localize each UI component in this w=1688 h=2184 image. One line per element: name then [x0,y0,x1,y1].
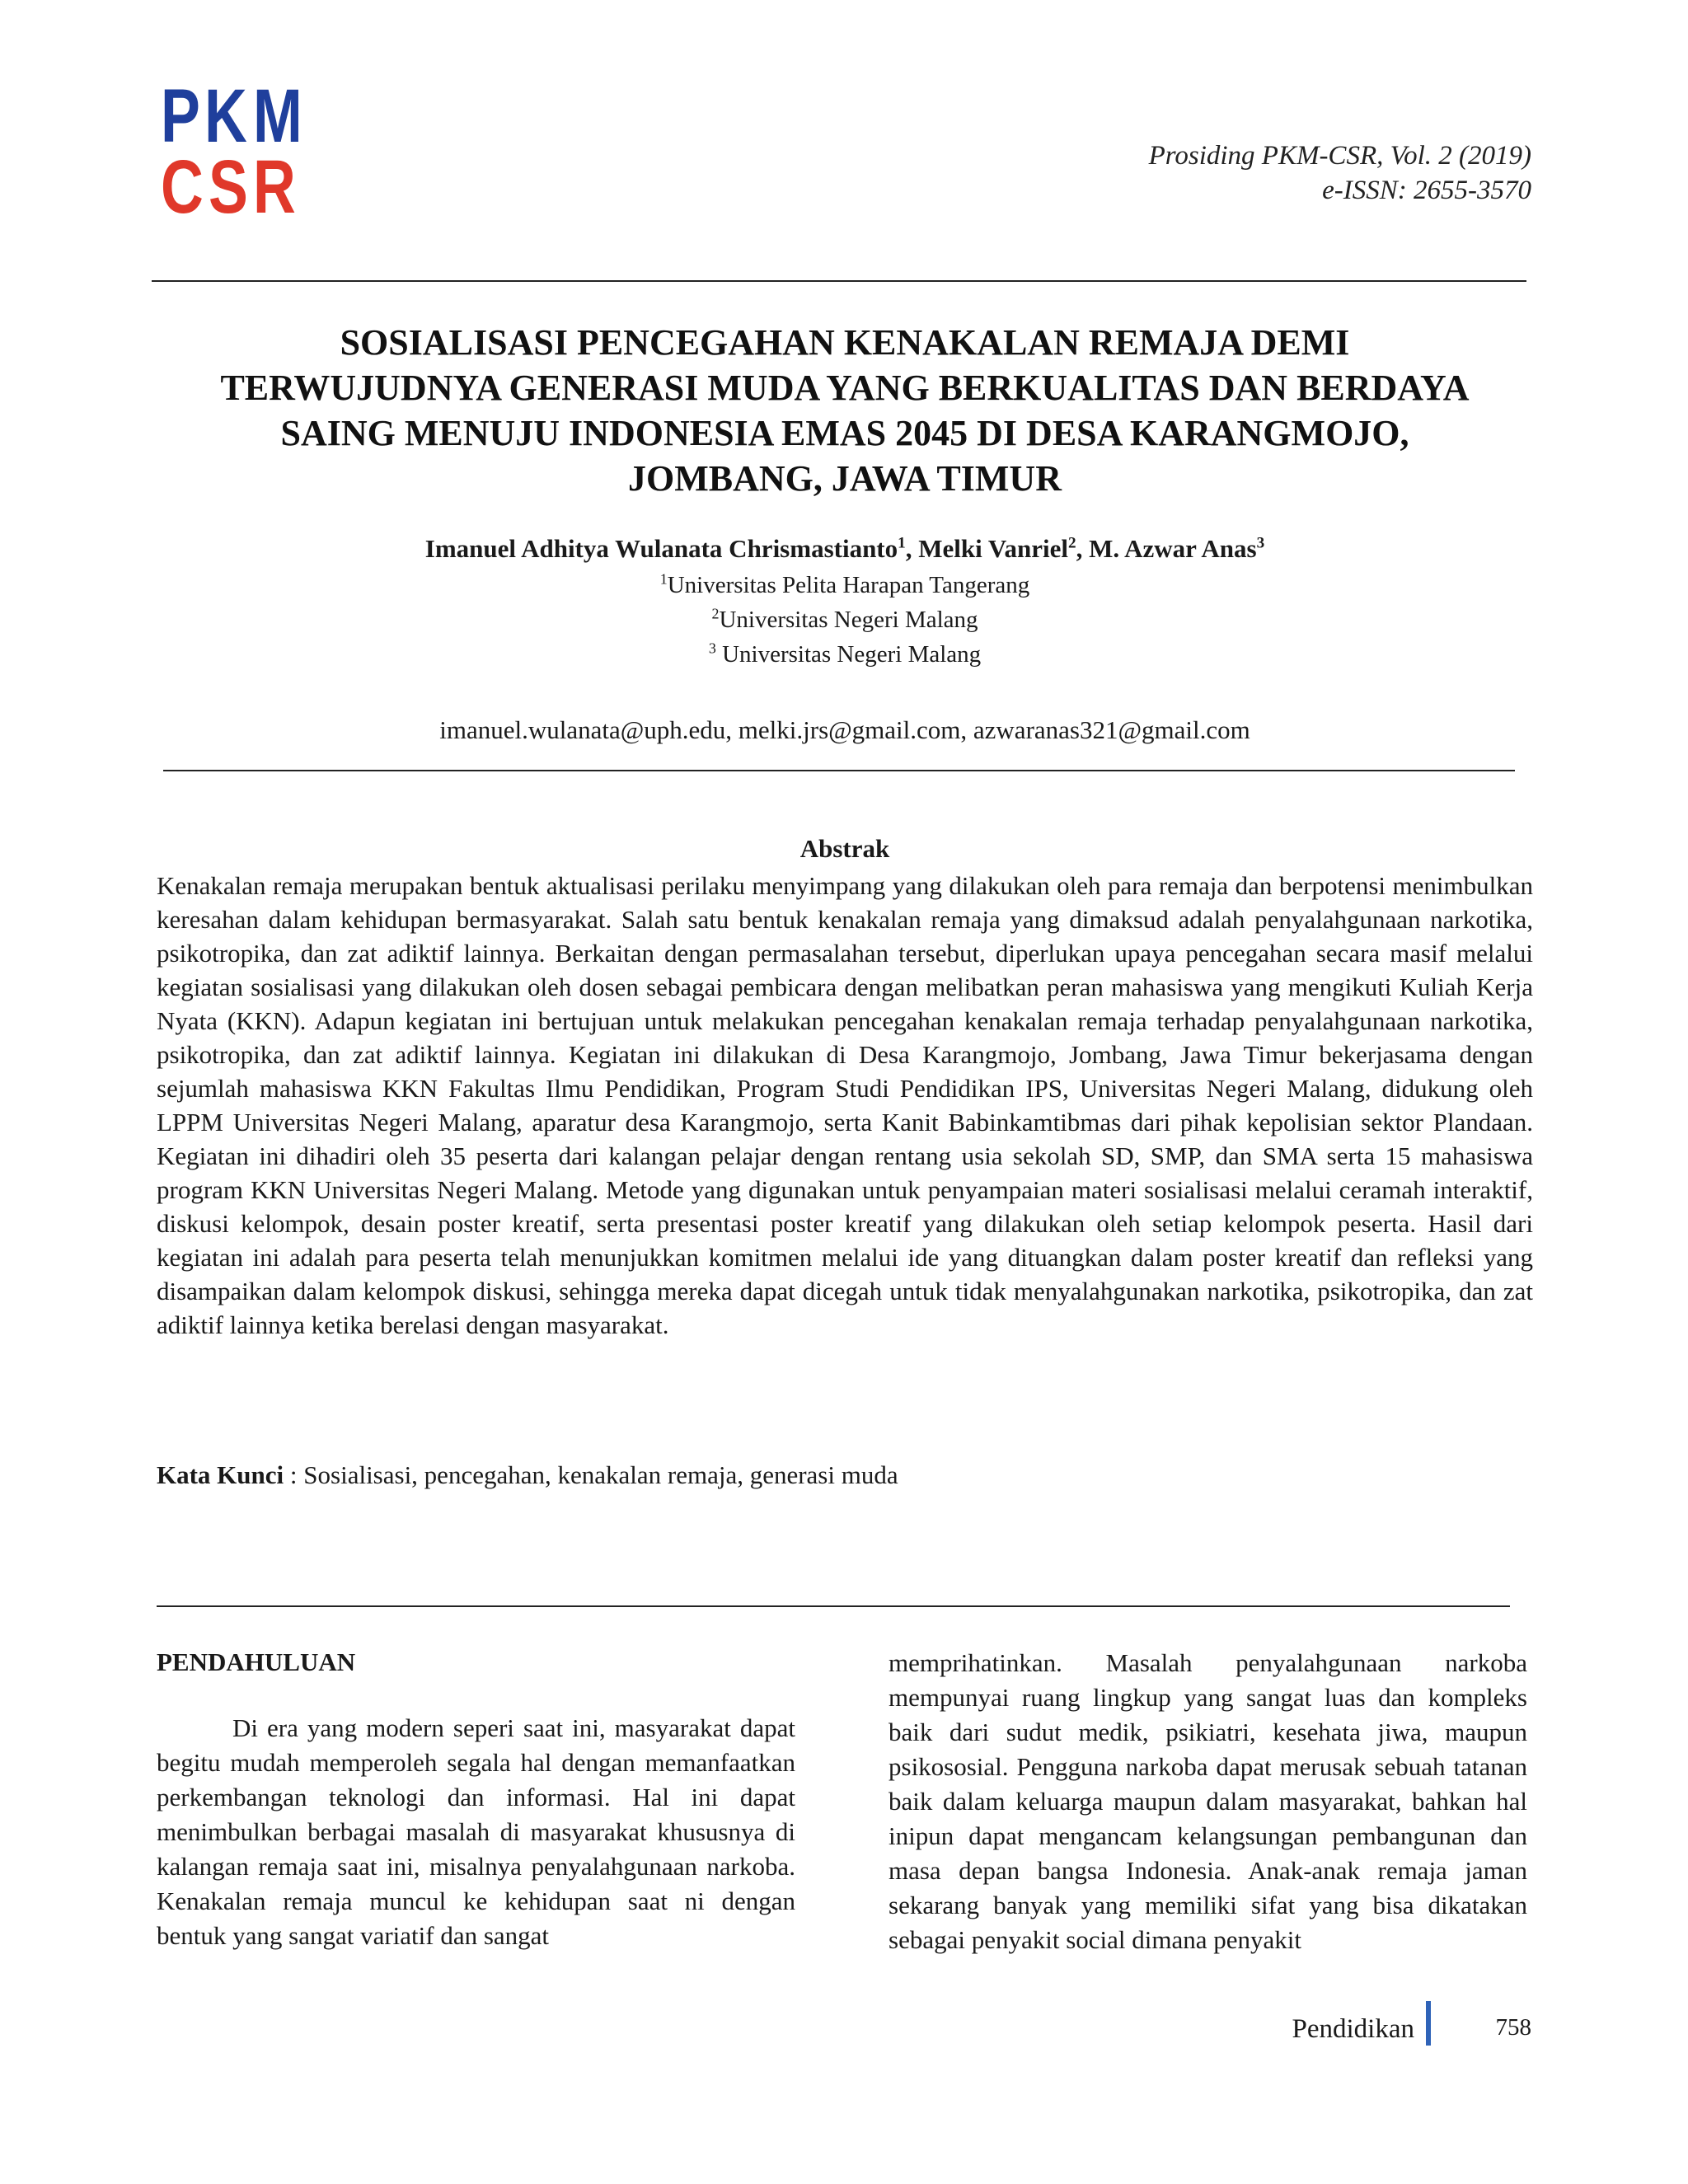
abstract-heading: Abstrak [799,834,890,863]
title-line: JOMBANG, JAWA TIMUR [627,458,1062,499]
affiliation-marker: 2 [711,605,720,622]
affiliation-3 [148,638,1541,671]
logo-letter-p: P [161,74,195,158]
affiliation-2 [148,603,1541,636]
journal-header [1149,138,1531,208]
logo-letter-m: M [252,74,298,158]
footer-section-label: Pendidikan [1292,2014,1414,2044]
logo-letter-s: S [209,145,244,229]
logo-row-pkm [161,74,301,158]
keywords-label: Kata Kunci [157,1460,284,1489]
intro-left-column: Di era yang modern seperi saat ini, masyarakat dapat begitu mudah memperoleh segala hal dengan memanfaatkan perkembangan teknologi dan informasi. Hal ini dapat menimbulkan berbagai masalah di masyarakat khususnya di kalangan remaja saat ini, misalnya penyalahgunaan narkoba. Kenakalan remaja muncul ke kehidupan saat ni dengan bentuk yang sangat variatif dan sangat [157,1713,795,1950]
title-line: SAING MENUJU INDONESIA EMAS 2045 DI DESA KARANGMOJO, [280,413,1409,453]
section-rule [157,1605,1510,1607]
author-affil-marker: 1 [898,534,906,552]
section-heading: PENDAHULUAN [157,1647,356,1676]
keywords-separator: : [284,1460,304,1489]
affiliation-1 [148,569,1541,602]
logo-letter-r: R [252,145,291,229]
author-separator: , [905,534,919,563]
abstract-top-rule [163,770,1515,771]
author-emails: imanuel.wulanata@uph.edu, melki.jrs@gmail.com, azwaranas321@gmail.com [439,715,1250,744]
page-number: 758 [1495,2014,1531,2041]
logo-letter-c: C [161,145,199,229]
paper-title [148,320,1541,501]
affiliation-marker: 1 [659,570,668,588]
title-line: TERWUJUDNYA GENERASI MUDA YANG BERKUALITAS DAN BERDAYA [220,368,1470,408]
author-affil-marker: 3 [1256,534,1265,552]
header-rule [152,280,1526,282]
author-name: M. Azwar Anas [1089,534,1257,563]
journal-name: Prosiding PKM-CSR, Vol. 2 (2019) [1148,141,1531,171]
affiliation-name: Universitas Pelita Harapan Tangerang [667,572,1030,598]
author-affil-marker: 2 [1067,534,1076,552]
affiliation-marker: 3 [708,640,716,657]
title-line: SOSIALISASI PENCEGAHAN KENAKALAN REMAJA DEMI [340,322,1350,363]
intro-right-column: memprihatinkan. Masalah penyalahgunaan narkoba mempunyai ruang lingkup yang sangat luas dan kompleks baik dari sudut medik, psikiatri, kesehata jiwa, maupun psikososial. Pengguna narkoba dapat merusak sebuah tatanan baik dalam keluarga maupun dalam masyarakat, bahkan hal inipun dapat mengancam kelangsungan pembangunan dan masa depan bangsa Indonesia. Anak-anak remaja jaman sekarang banyak yang memiliki sifat yang bisa dikatakan sebagai penyakit social dimana penyakit [889,1648,1527,1954]
author-separator: , [1076,534,1090,563]
keywords-line [157,1459,1533,1492]
author-name: Imanuel Adhitya Wulanata Chrismastianto [424,534,898,563]
author-name: Melki Vanriel [918,534,1068,563]
logo-letter-k: K [204,74,242,158]
footer-divider [1426,2001,1431,2046]
keywords-value: Sosialisasi, pencegahan, kenakalan remaja, generasi muda [303,1460,898,1489]
affiliation-name: Universitas Negeri Malang [715,641,982,668]
author-list [148,532,1541,565]
logo-row-csr [161,145,301,229]
pkm-csr-logo [161,74,301,229]
journal-issn: e-ISSN: 2655-3570 [1322,176,1531,205]
abstract-body: Kenakalan remaja merupakan bentuk aktualisasi perilaku menyimpang yang dilakukan oleh para remaja dan berpotensi menimbulkan keresahan dalam kehidupan bermasyarakat. Salah satu bentuk kenakalan remaja yang dimaksud adalah penyalahgunaan narkotika, psikotropika, dan zat adiktif lainnya. Berkaitan dengan permasalahan tersebut, diperlukan upaya pencegahan secara masif melalui kegiatan sosialisasi yang dilakukan oleh dosen sebagai pembicara dengan melibatkan peran mahasiswa yang mengikuti Kuliah Kerja Nyata (KKN). Adapun kegiatan ini bertujuan untuk melakukan pencegahan kenakalan remaja terhadap penyalahgunaan narkotika, psikotropika, dan zat adiktif lainnya. Kegiatan ini dilakukan di Desa Karangmojo, Jombang, Jawa Timur bekerjasama dengan sejumlah mahasiswa KKN Fakultas Ilmu Pendidikan, Program Studi Pendidikan IPS, Universitas Negeri Malang, didukung oleh LPPM Universitas Negeri Malang, aparatur desa Karangmojo, serta Kanit Babinkamtibmas dari pihak kepolisian sektor Plandaan. Kegiatan ini dihadiri oleh 35 peserta dari kalangan pelajar dengan rentang usia sekolah SD, SMP, dan SMA serta 15 mahasiswa program KKN Universitas Negeri Malang. Metode yang digunakan untuk penyampaian materi sosialisasi melalui ceramah interaktif, diskusi kelompok, desain poster kreatif, serta presentasi poster kreatif yang dilakukan oleh setiap kelompok peserta. Hasil dari kegiatan ini adalah para peserta telah menunjukkan komitmen melalui ide yang dituangkan dalam poster kreatif dan refleksi yang disampaikan dalam kelompok diskusi, sehingga mereka dapat dicegah untuk tidak menyalahgunakan narkotika, psikotropika, dan zat adiktif lainnya ketika berelasi dengan masyarakat. [157,871,1533,1339]
affiliation-name: Universitas Negeri Malang [719,607,978,633]
